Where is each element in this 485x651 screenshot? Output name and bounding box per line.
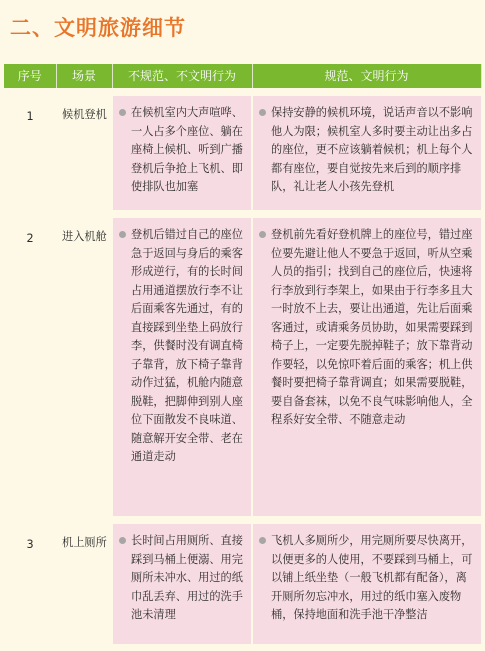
row-number: 2: [26, 232, 34, 245]
bad-behavior-text: 登机后错过自己的座位急于返回与身后的乘客形成逆行，有的长时间占用通道摆放行李不让后面乘客先通过，有的直接踩到坐垫上码放行李，供餐时没有调直椅子靠背，放下椅子靠背动作过猛，机舱内随意脱鞋，把脚伸到别人座位下面散发不良味道、随意解开安全带、老在通道走动: [131, 228, 243, 463]
table-header-row: [4, 64, 481, 88]
header-good: 规范、文明行为: [252, 64, 481, 88]
bad-behavior-text: 长时间占用厕所、直接踩到马桶上便溺、用完厕所未冲水、用过的纸巾乱丢弃、用过的洗手池未清理: [131, 534, 243, 621]
bullet-icon: [259, 109, 266, 116]
bullet-icon: [119, 537, 126, 544]
etiquette-table: [4, 64, 482, 644]
bullet-icon: [259, 231, 266, 238]
row-scene: 进入机舱: [62, 230, 107, 243]
table-row: [4, 218, 481, 516]
bullet-icon: [119, 109, 126, 116]
bad-behavior-text: 在候机室内大声喧哗、一人占多个座位、躺在座椅上候机、听到广播登机后争抢上飞机、即使排队也加塞: [131, 106, 243, 193]
good-behavior-text: 登机前先看好登机牌上的座位号，错过座位要先避让他人不要急于返回，听从空乘人员的指引；找到自己的座位后，快速将行李放到行李架上，如果由于行李多且大一时放不上去，要让出通道，先让后面乘客通过，或请乘务员协助，如果需要踩到椅子上，一定要先脱掉鞋子；放下靠背动作要轻，以免惊吓着后面的乘客；机上供餐时要把椅子靠背调直；如果需要脱鞋，要自备套袜，以免不良气味影响他人，全程系好安全带、不随意走动: [271, 228, 473, 426]
row-scene: 机上厕所: [62, 536, 107, 549]
header-bad: 不规范、不文明行为: [112, 64, 252, 88]
table-row: [4, 524, 481, 644]
table-row: [4, 96, 481, 210]
row-number: 1: [26, 110, 34, 123]
page-title: 二、文明旅游细节: [10, 16, 186, 40]
header-num: 序号: [4, 64, 56, 88]
good-behavior-text: 飞机人多厕所少，用完厕所要尽快离开，以便更多的人使用，不要踩到马桶上，可以铺上纸坐垫（一般飞机都有配备），离开厕所勿忘冲水，用过的纸巾塞入废物桶，保持地面和洗手池干净整洁: [271, 534, 473, 621]
row-number: 3: [26, 538, 34, 551]
bullet-icon: [259, 537, 266, 544]
header-scene: 场景: [56, 64, 112, 88]
good-behavior-text: 保持安静的候机环境，说话声音以不影响他人为限；候机室人多时要主动让出多占的座位，更不应该躺着候机；机上每个人都有座位，要自觉按先来后到的顺序排队，礼让老人小孩先登机: [271, 106, 473, 193]
row-scene: 候机登机: [62, 108, 107, 121]
bullet-icon: [119, 231, 126, 238]
